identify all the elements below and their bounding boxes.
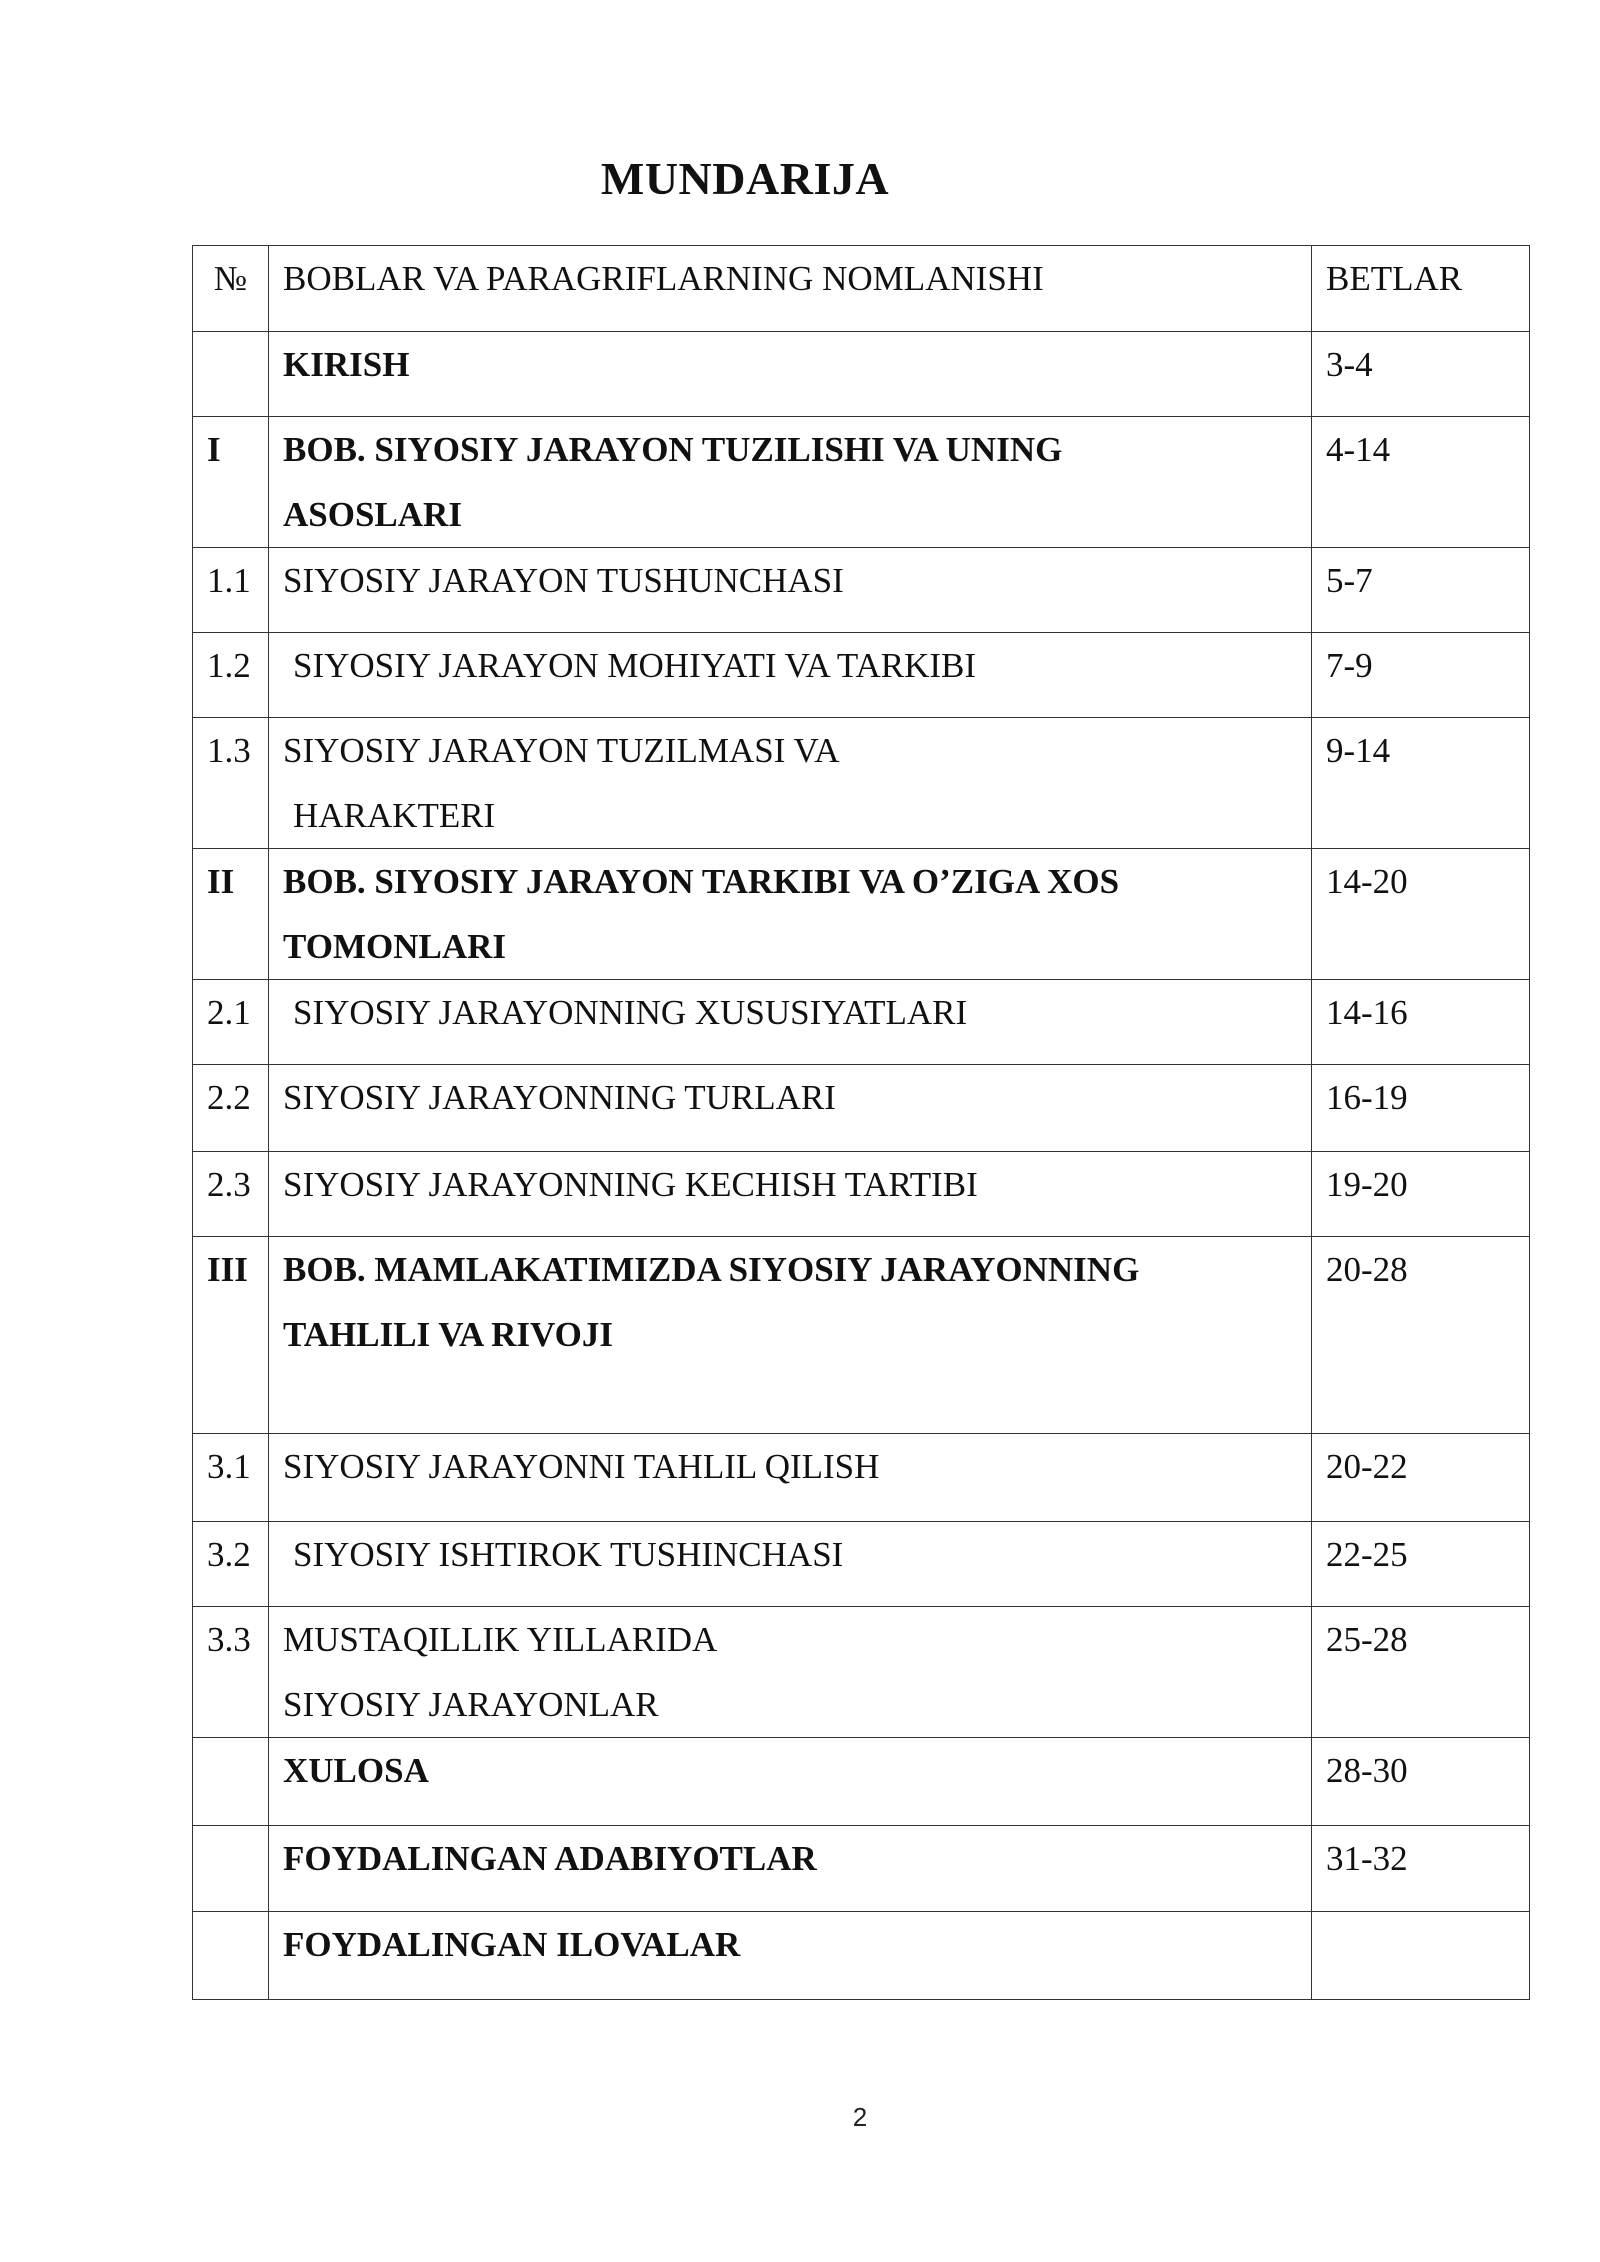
- row-pages: 14-16: [1312, 980, 1530, 1065]
- row-pages: 3-4: [1312, 332, 1530, 417]
- row-number: I: [193, 417, 269, 548]
- row-title-line: ASOSLARI: [283, 495, 462, 534]
- row-number: [193, 332, 269, 417]
- row-number: II: [193, 849, 269, 980]
- table-row: [193, 1065, 1530, 1152]
- row-title-line: SIYOSIY JARAYONNING KECHISH TARTIBI: [283, 1165, 978, 1204]
- header-number: №: [193, 246, 269, 332]
- row-title: [269, 1912, 1312, 2000]
- row-number: 1.3: [193, 718, 269, 849]
- row-pages: 16-19: [1312, 1065, 1530, 1152]
- table-row: [193, 1826, 1530, 1912]
- row-title-line: FOYDALINGAN ILOVALAR: [283, 1925, 741, 1964]
- row-number: 1.2: [193, 633, 269, 718]
- row-title: [269, 332, 1312, 417]
- table-header-row: [193, 246, 1530, 332]
- row-pages: 25-28: [1312, 1607, 1530, 1738]
- table-row: [193, 1738, 1530, 1826]
- table-row: [193, 1152, 1530, 1237]
- table-of-contents: [192, 245, 1530, 2000]
- row-number: 3.1: [193, 1434, 269, 1522]
- table-row: [193, 1912, 1530, 2000]
- row-number: [193, 1738, 269, 1826]
- row-pages: 31-32: [1312, 1826, 1530, 1912]
- table-row: [193, 1522, 1530, 1607]
- row-title-line: SIYOSIY ISHTIROK TUSHINCHASI: [293, 1535, 844, 1574]
- header-name: BOBLAR VA PARAGRIFLARNING NOMLANISHI: [269, 246, 1312, 332]
- row-title: [269, 1237, 1312, 1434]
- row-number: [193, 1912, 269, 2000]
- row-title-line: SIYOSIY JARAYONNING XUSUSIYATLARI: [293, 993, 968, 1032]
- row-pages: 20-28: [1312, 1237, 1530, 1434]
- row-title: [269, 1152, 1312, 1237]
- row-title: [269, 1607, 1312, 1738]
- row-title: [269, 1434, 1312, 1522]
- row-pages: 4-14: [1312, 417, 1530, 548]
- table-row: [193, 718, 1530, 849]
- table-row: [193, 633, 1530, 718]
- row-number: 3.2: [193, 1522, 269, 1607]
- page-number: 2: [852, 2102, 868, 2132]
- row-number: 2.2: [193, 1065, 269, 1152]
- row-title: [269, 718, 1312, 849]
- row-pages: 7-9: [1312, 633, 1530, 718]
- document-title: MUNDARIJA: [600, 153, 890, 204]
- row-title-line: XULOSA: [283, 1751, 429, 1790]
- row-title: [269, 1738, 1312, 1826]
- row-title: [269, 980, 1312, 1065]
- table-row: [193, 548, 1530, 633]
- row-title: [269, 1522, 1312, 1607]
- row-pages: 14-20: [1312, 849, 1530, 980]
- row-pages: 5-7: [1312, 548, 1530, 633]
- row-title: [269, 633, 1312, 718]
- row-title-line: HARAKTERI: [293, 796, 496, 835]
- row-title-line: TOMONLARI: [283, 927, 506, 966]
- row-title-line: SIYOSIY JARAYON MOHIYATI VA TARKIBI: [293, 646, 977, 685]
- row-title: [269, 548, 1312, 633]
- row-number: [193, 1826, 269, 1912]
- row-pages: 20-22: [1312, 1434, 1530, 1522]
- row-title-line: SIYOSIY JARAYONNING TURLARI: [283, 1078, 836, 1117]
- row-title-line: FOYDALINGAN ADABIYOTLAR: [283, 1839, 817, 1878]
- table-row: [193, 1434, 1530, 1522]
- row-pages: 19-20: [1312, 1152, 1530, 1237]
- row-title-line: SIYOSIY JARAYON TUSHUNCHASI: [283, 561, 844, 600]
- row-number: III: [193, 1237, 269, 1434]
- row-pages: [1312, 1912, 1530, 2000]
- row-title: [269, 849, 1312, 980]
- row-title-line: SIYOSIY JARAYON TUZILMASI VA: [283, 731, 840, 770]
- table-row: [193, 849, 1530, 980]
- row-title-line: TAHLILI VA RIVOJI: [283, 1315, 613, 1354]
- table-row: [193, 1607, 1530, 1738]
- row-pages: 22-25: [1312, 1522, 1530, 1607]
- row-title-line: SIYOSIY JARAYONLAR: [283, 1685, 659, 1724]
- row-pages: 9-14: [1312, 718, 1530, 849]
- row-title-line: KIRISH: [283, 345, 410, 384]
- row-title-line: SIYOSIY JARAYONNI TAHLIL QILISH: [283, 1447, 880, 1486]
- table-row: [193, 332, 1530, 417]
- row-title-line: BOB. SIYOSIY JARAYON TUZILISHI VA UNING: [283, 430, 1063, 469]
- row-title-line: BOB. SIYOSIY JARAYON TARKIBI VA O’ZIGA XOS: [283, 862, 1120, 901]
- table-row: [193, 417, 1530, 548]
- row-number: 2.1: [193, 980, 269, 1065]
- header-pages: BETLAR: [1312, 246, 1530, 332]
- row-pages: 28-30: [1312, 1738, 1530, 1826]
- row-title-line: MUSTAQILLIK YILLARIDA: [283, 1620, 718, 1659]
- row-title: [269, 1065, 1312, 1152]
- row-title: [269, 417, 1312, 548]
- row-title-line: BOB. MAMLAKATIMIZDA SIYOSIY JARAYONNING: [283, 1250, 1140, 1289]
- table-row: [193, 980, 1530, 1065]
- row-number: 1.1: [193, 548, 269, 633]
- table-row: [193, 1237, 1530, 1434]
- row-number: 2.3: [193, 1152, 269, 1237]
- row-number: 3.3: [193, 1607, 269, 1738]
- row-title: [269, 1826, 1312, 1912]
